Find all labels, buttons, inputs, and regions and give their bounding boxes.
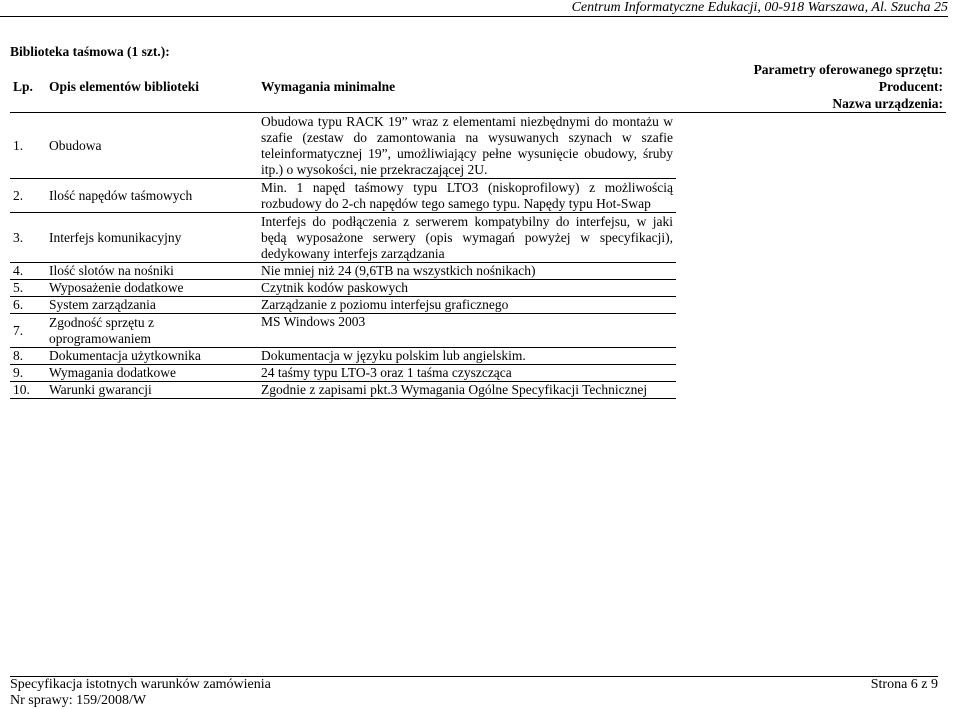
row-params (676, 314, 946, 348)
params-header-line: Parametry oferowanego sprzętu: (753, 62, 943, 77)
row-requirement: Nie mniej niż 24 (9,6TB na wszystkich nośnikach) (258, 263, 676, 280)
row-name: Wyposażenie dodatkowe (46, 280, 258, 297)
row-requirement: 24 taśmy typu LTO-3 oraz 1 taśma czyszcząca (258, 365, 676, 382)
row-name: Obudowa (46, 113, 258, 179)
table-row (10, 314, 946, 348)
params-device-name-label: Nazwa urządzenia: (832, 96, 943, 111)
table-row (10, 297, 946, 314)
footer-doc-title: Specyfikacja istotnych warunków zamówienia (10, 677, 271, 692)
row-params (676, 263, 946, 280)
row-params (676, 365, 946, 382)
footer-page-number: Strona 6 z 9 (870, 677, 938, 692)
table-row (10, 179, 946, 213)
col-header-params (676, 61, 946, 113)
row-name: Warunki gwarancji (46, 382, 258, 399)
row-params (676, 213, 946, 263)
row-lp: 6. (10, 297, 46, 314)
row-name: Interfejs komunikacyjny (46, 213, 258, 263)
row-params (676, 348, 946, 365)
row-requirement: MS Windows 2003 (258, 314, 676, 348)
row-lp: 10. (10, 382, 46, 399)
row-name: Zgodność sprzętu z oprogramowaniem (46, 314, 258, 348)
row-name: Dokumentacja użytkownika (46, 348, 258, 365)
table-row (10, 213, 946, 263)
row-params (676, 113, 946, 179)
row-lp: 8. (10, 348, 46, 365)
section-title: Biblioteka taśmowa (1 szt.): (10, 44, 170, 59)
table-header-row (10, 61, 946, 113)
col-header-name: Opis elementów biblioteki (46, 61, 258, 113)
col-header-requirements: Wymagania minimalne (258, 61, 676, 113)
footer-left (10, 677, 271, 709)
page-header: Centrum Informatyczne Edukacji, 00-918 Warszawa, Al. Szucha 25 (0, 0, 948, 17)
row-requirement: Min. 1 napęd taśmowy typu LTO3 (niskoprofilowy) z możliwością rozbudowy do 2-ch napędów tego samego typu. Napędy typu Hot-Swap (258, 179, 676, 213)
row-name: Ilość slotów na nośniki (46, 263, 258, 280)
row-requirement: Czytnik kodów paskowych (258, 280, 676, 297)
row-name: System zarządzania (46, 297, 258, 314)
row-requirement: Dokumentacja w języku polskim lub angielskim. (258, 348, 676, 365)
row-requirement: Interfejs do podłączenia z serwerem kompatybilny do interfejsu, w jaki będą wyposażone serwery (opis wymagań powyżej w specyfikacji), dedykowany interfejs zarządzania (258, 213, 676, 263)
row-lp: 5. (10, 280, 46, 297)
row-requirement: Zarządzanie z poziomu interfejsu graficznego (258, 297, 676, 314)
row-lp: 2. (10, 179, 46, 213)
row-lp: 7. (10, 314, 46, 348)
row-params (676, 179, 946, 213)
table-row (10, 348, 946, 365)
row-requirement: Obudowa typu RACK 19” wraz z elementami niezbędnymi do montażu w szafie (zestaw do zamontowania na wysuwanych szynach w szafie teleinformatycznej 19”, umożliwiający pełne wysunięcie obudowy, śruby itp.) o wysokości, nie przekraczającej 2U. (258, 113, 676, 179)
row-lp: 9. (10, 365, 46, 382)
table-row (10, 280, 946, 297)
table-row (10, 113, 946, 179)
row-params (676, 280, 946, 297)
table-row (10, 365, 946, 382)
row-lp: 3. (10, 213, 46, 263)
col-header-lp: Lp. (10, 61, 46, 113)
specification-table (10, 61, 946, 399)
row-lp: 4. (10, 263, 46, 280)
table-row (10, 263, 946, 280)
row-params (676, 382, 946, 399)
params-producer-label: Producent: (878, 79, 943, 94)
row-params (676, 297, 946, 314)
page-footer (10, 676, 938, 708)
row-name: Ilość napędów taśmowych (46, 179, 258, 213)
footer-case-number: Nr sprawy: 159/2008/W (10, 693, 147, 708)
row-requirement: Zgodnie z zapisami pkt.3 Wymagania Ogólne Specyfikacji Technicznej (258, 382, 676, 399)
row-lp: 1. (10, 113, 46, 179)
table-row (10, 382, 946, 399)
row-name: Wymagania dodatkowe (46, 365, 258, 382)
